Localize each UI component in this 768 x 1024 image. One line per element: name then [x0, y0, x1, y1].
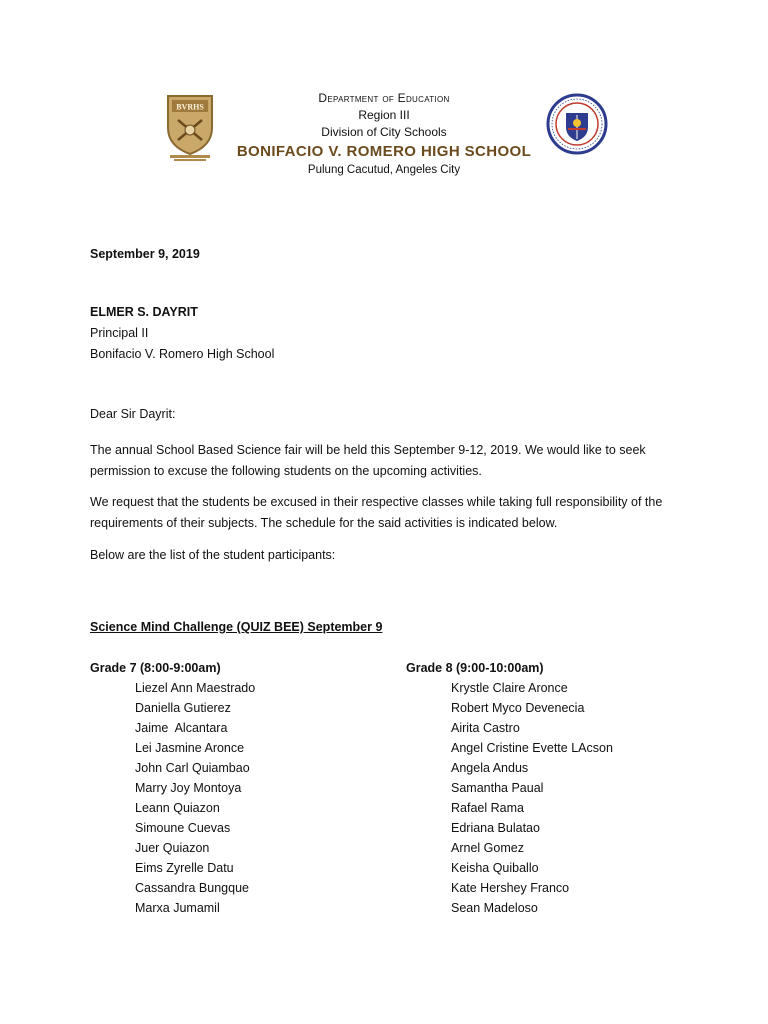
division-name: Division of City Schools: [321, 125, 447, 139]
student-name: Krystle Claire Aronce: [451, 681, 568, 695]
department-name: Department of Education: [318, 91, 450, 105]
student-name: Rafael Rama: [451, 801, 524, 815]
recipient-title: Principal II: [90, 326, 149, 340]
student-name: Airita Castro: [451, 721, 520, 735]
recipient-name: ELMER S. DAYRIT: [90, 305, 198, 319]
student-name: Keisha Quiballo: [451, 861, 539, 875]
addressee-block: [90, 302, 274, 365]
student-name: Liezel Ann Maestrado: [135, 681, 256, 695]
student-name: Marry Joy Montoya: [135, 781, 242, 795]
paragraph-request: We request that the students be excused in their respective classes while taking full responsibility of the requirements of their subjects. The schedule for the said activities is indicated below.: [90, 495, 663, 530]
student-name: Leann Quiazon: [135, 801, 220, 815]
student-name: Lei Jasmine Aronce: [135, 741, 245, 755]
paragraph-list-intro: Below are the list of the student participants:: [90, 548, 336, 562]
student-name: Edriana Bulatao: [451, 821, 540, 835]
school-name: BONIFACIO V. ROMERO HIGH SCHOOL: [236, 143, 532, 160]
student-name: Angel Cristine Evette LAcson: [451, 741, 613, 755]
student-name: Daniella Gutierez: [135, 701, 231, 715]
student-name: Arnel Gomez: [451, 841, 524, 855]
recipient-school: Bonifacio V. Romero High School: [90, 347, 275, 361]
student-name: John Carl Quiambao: [135, 761, 250, 775]
grade7-heading: Grade 7 (8:00-9:00am): [90, 661, 221, 675]
letter-date: September 9, 2019: [90, 247, 200, 261]
salutation: Dear Sir Dayrit:: [90, 407, 176, 421]
paragraph-intro: The annual School Based Science fair will be held this September 9-12, 2019. We would like to seek permission to excuse the following students on the upcoming activities.: [90, 443, 646, 478]
student-name: Juer Quiazon: [135, 841, 210, 855]
student-name: Marxa Jumamil: [135, 901, 220, 915]
student-name: Eims Zyrelle Datu: [135, 861, 234, 875]
student-name: Angela Andus: [451, 761, 529, 775]
svg-text:BVRHS: BVRHS: [176, 102, 204, 112]
student-name: Simoune Cuevas: [135, 821, 231, 835]
event-title: Science Mind Challenge (QUIZ BEE) September 9: [90, 620, 383, 634]
grade7-list: [90, 658, 255, 918]
grade8-heading: Grade 8 (9:00-10:00am): [406, 661, 544, 675]
letterhead: [0, 90, 768, 179]
region-name: Region III: [358, 108, 410, 122]
student-name: Kate Hershey Franco: [451, 881, 570, 895]
student-name: Samantha Paual: [451, 781, 544, 795]
student-name: Cassandra Bungque: [135, 881, 249, 895]
student-name: Sean Madeloso: [451, 901, 538, 915]
grade8-list: [406, 658, 613, 918]
student-name: Jaime Alcantara: [135, 721, 228, 735]
school-address: Pulung Cacutud, Angeles City: [307, 164, 461, 176]
student-name: Robert Myco Devenecia: [451, 701, 585, 715]
